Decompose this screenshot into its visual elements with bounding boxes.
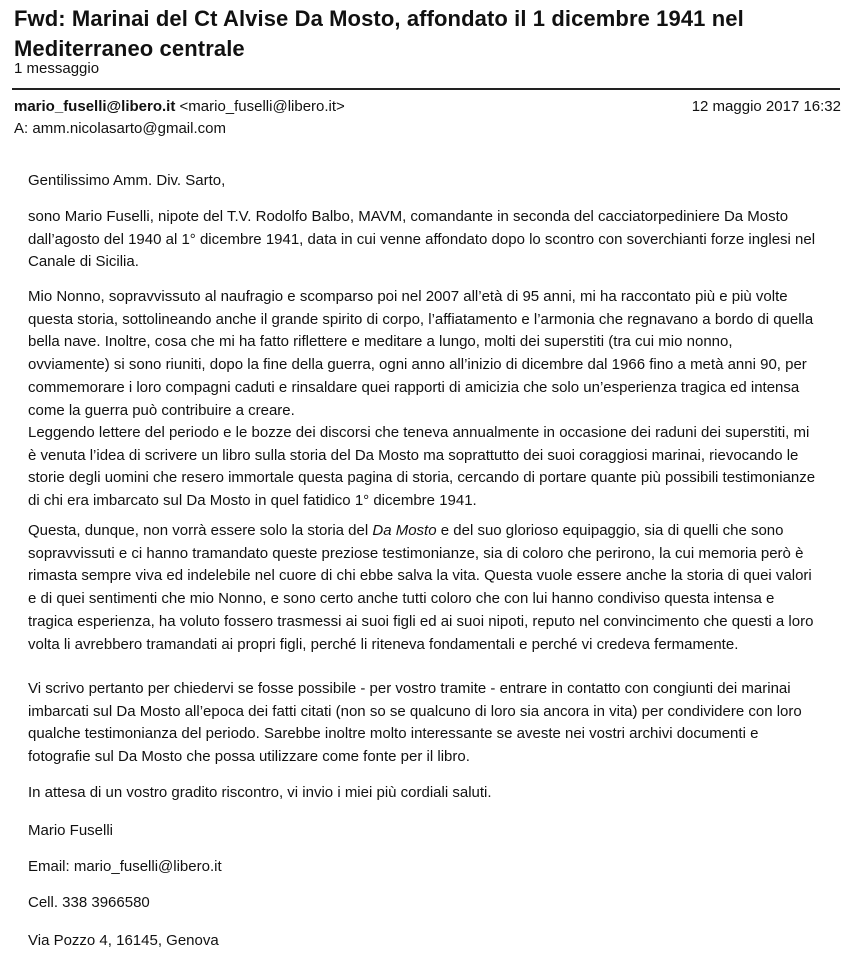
email-date: 12 maggio 2017 16:32 bbox=[691, 98, 841, 115]
sender-address[interactable]: <mario_fuselli@libero.it> bbox=[179, 98, 345, 115]
recipient-label: A: bbox=[14, 120, 29, 137]
paragraph-closing: In attesa di un vostro gradito riscontro, vi invio i miei più cordiali saluti. bbox=[28, 784, 492, 801]
greeting: Gentilissimo Amm. Div. Sarto, bbox=[28, 172, 226, 189]
recipient bbox=[14, 120, 226, 138]
recipient-address[interactable]: amm.nicolasarto@gmail.com bbox=[32, 120, 226, 137]
signature-phone: Cell. 338 3966580 bbox=[28, 894, 150, 911]
paragraph-story-values-end: e del suo glorioso equipaggio, sia di quelli che sono sopravvissuti e ci hanno tramandato queste preziose testimonianze, sia di coloro che perirono, la cui memoria però è rimasta sempre viva ed indelebile nel cuore di chi ebbe salva la vita. Questa vuole essere anche la storia di quei valori e di quei sentimenti che mio Nonno, e sono certo anche tutti coloro che con lui hanno condiviso questa intensa e tragica esperienza, ha voluto fossero trasmessi ai suoi figli ed ai suoi nipoti, reputo nel convincimento che questi a loro volta li avrebbero tramandati ai propri figli, perché li riteneva fondamentali e perché vi credeva fermamente. bbox=[28, 522, 814, 653]
message-count: 1 messaggio bbox=[14, 60, 100, 77]
signature-name: Mario Fuselli bbox=[28, 822, 114, 839]
paragraph-grandfather: Mio Nonno, sopravvissuto al naufragio e scomparso poi nel 2007 all’età di 95 anni, mi ha raccontato più e più volte questa storia, sottolineando anche il grande spirito di corpo, l’affiatamento e l’armonia che regnavano a bordo di quella bella nave. Inoltre, cosa che mi ha fatto riflettere e meditare a lungo, molti dei superstiti (tra cui mio nonno, ovviamente) si sono riuniti, dopo la fine della guerra, ogni anno all’inizio di dicembre dal 1966 fino a metà anni 90, per commemorare i loro compagni caduti e rinsaldare quei rapporti di amicizia che solo un’esperienza tragica ed intensa come la guerra può contribuire a creare. bbox=[28, 288, 814, 419]
email-subject: Fwd: Marinai del Ct Alvise Da Mosto, affondato il 1 dicembre 1941 nel Mediterraneo centrale bbox=[14, 6, 744, 61]
paragraph-request: Vi scrivo pertanto per chiedervi se fosse possibile - per vostro tramite - entrare in contatto con congiunti dei marinai imbarcati sul Da Mosto all’epoca dei fatti citati (non so se qualcuno di loro sia ancora in vita) per condividere con loro qualche testimonianza del periodo. Sarebbe inoltre molto interessante se aveste nei vostri archivi documenti e fotografie sul Da Mosto che possa utilizzare come fonte per il libro. bbox=[28, 680, 802, 766]
paragraph-story-values-start: Questa, dunque, non vorrà essere solo la storia del bbox=[28, 522, 373, 539]
header-divider bbox=[12, 88, 840, 90]
paragraph-book-idea: Leggendo lettere del periodo e le bozze dei discorsi che teneva annualmente in occasione dei raduni dei superstiti, mi è venuta l’idea di scrivere un libro sulla storia del Da Mosto ma soprattutto dei suoi coraggiosi marinai, rievocando le storie degli uomini che resero immortale questa pagina di storia, cercando di portare quante più possibili testimonianze di chi era imbarcato sul Da Mosto in quel fatidico 1° dicembre 1941. bbox=[28, 424, 816, 510]
paragraph-story-values bbox=[28, 520, 818, 656]
sender bbox=[14, 98, 345, 116]
signature-address: Via Pozzo 4, 16145, Genova bbox=[28, 932, 219, 949]
signature-email: Email: mario_fuselli@libero.it bbox=[28, 858, 222, 875]
paragraph-introduction: sono Mario Fuselli, nipote del T.V. Rodolfo Balbo, MAVM, comandante in seconda del cacciatorpediniere Da Mosto dall’agosto del 1940 al 1° dicembre 1941, data in cui venne affondato dopo lo scontro con soverchianti forze inglesi nel Canale di Sicilia. bbox=[28, 208, 816, 271]
sender-name[interactable]: mario_fuselli@libero.it bbox=[14, 98, 176, 115]
ship-name-italic: Da Mosto bbox=[372, 522, 437, 539]
